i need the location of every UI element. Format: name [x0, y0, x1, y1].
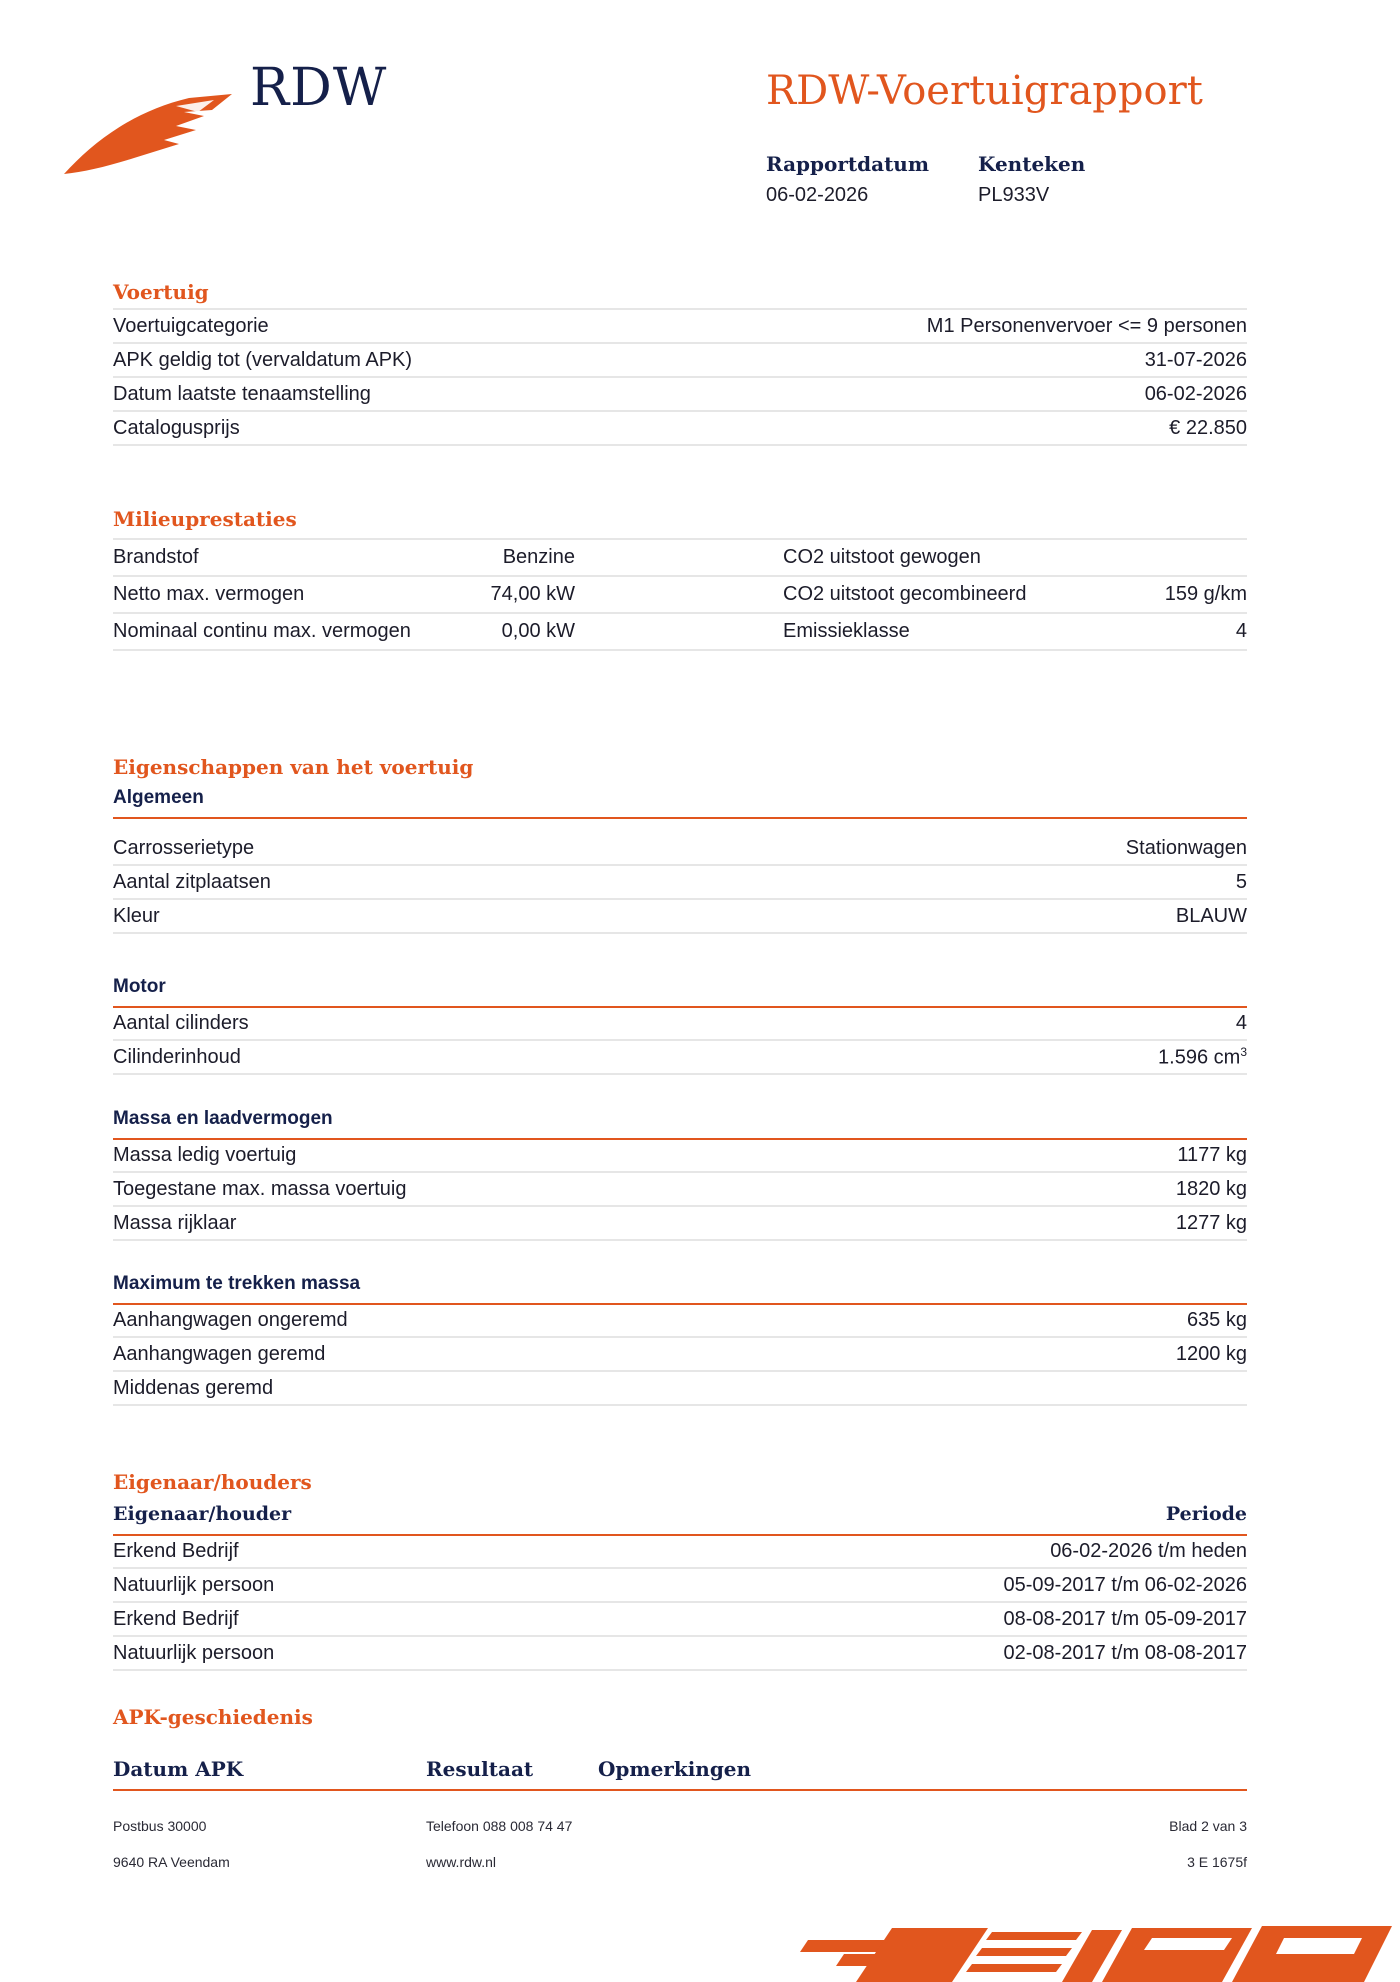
row-value: 1277 kg [1175, 1211, 1247, 1234]
row-label: Carrosserietype [113, 836, 255, 859]
column-header-period: Periode [1165, 1503, 1247, 1525]
row-label: Toegestane max. massa voertuig [113, 1177, 407, 1200]
rapportdatum-label: Rapportdatum [766, 152, 930, 176]
logo-text: RDW [250, 58, 388, 118]
table-row [113, 1569, 1247, 1603]
row-label: Massa rijklaar [113, 1211, 237, 1234]
divider [113, 1789, 1247, 1791]
row-value: 05-09-2017 t/m 06-02-2026 [1003, 1573, 1247, 1596]
row-value: 4 [1235, 620, 1247, 642]
section-eigenaren-title: Eigenaar/houders [113, 1470, 312, 1494]
row-value: 74,00 kW [490, 583, 575, 605]
kenteken-label: Kenteken [978, 152, 1086, 176]
row-value: 159 g/km [1164, 583, 1247, 605]
row-label: CO2 uitstoot gecombineerd [783, 583, 1027, 605]
table-row [113, 900, 1247, 934]
massa-table [113, 1139, 1247, 1241]
table-row [113, 378, 1247, 412]
table-row [113, 832, 1247, 866]
row-label: Erkend Bedrijf [113, 1539, 239, 1562]
row-label: Datum laatste tenaamstelling [113, 382, 371, 405]
row-value: 635 kg [1186, 1308, 1247, 1331]
row-value: 31-07-2026 [1144, 348, 1247, 371]
value-superscript: 3 [1240, 1044, 1247, 1059]
subsection-algemeen-title: Algemeen [113, 787, 204, 808]
row-value: 1820 kg [1175, 1177, 1247, 1200]
algemeen-table [113, 832, 1247, 934]
rdw-logo-icon [64, 86, 234, 178]
row-value: 1200 kg [1175, 1342, 1247, 1365]
column-header-opmerkingen: Opmerkingen [598, 1757, 752, 1781]
trekken-table [113, 1304, 1247, 1406]
row-value [1158, 1045, 1247, 1070]
table-row [113, 612, 1247, 651]
table-row [113, 412, 1247, 446]
row-label: Natuurlijk persoon [113, 1641, 275, 1664]
table-row [113, 344, 1247, 378]
footer-website-link[interactable]: www.rdw.nl [426, 1854, 497, 1870]
eigenaren-table [113, 1535, 1247, 1671]
subsection-motor-title: Motor [113, 976, 166, 997]
value-text: 1.596 cm [1158, 1046, 1241, 1069]
row-value: M1 Personenvervoer <= 9 personen [926, 314, 1247, 337]
table-row [113, 538, 1247, 575]
table-row [113, 1304, 1247, 1338]
rdw-footer-graphic-icon [792, 1910, 1400, 1982]
row-label: Emissieklasse [783, 620, 910, 642]
row-label: Natuurlijk persoon [113, 1573, 275, 1596]
footer-phone: Telefoon 088 008 74 47 [426, 1818, 573, 1834]
row-value: 08-08-2017 t/m 05-09-2017 [1003, 1607, 1247, 1630]
row-value: 06-02-2026 t/m heden [1050, 1539, 1247, 1562]
row-label: Aantal cilinders [113, 1011, 249, 1034]
table-row [113, 1372, 1247, 1406]
row-value: Stationwagen [1125, 836, 1247, 859]
table-row [113, 1007, 1247, 1041]
row-value: Benzine [502, 546, 575, 568]
row-label: Aanhangwagen geremd [113, 1342, 326, 1365]
row-value: 02-08-2017 t/m 08-08-2017 [1003, 1641, 1247, 1664]
footer-document-code: 3 E 1675f [1187, 1854, 1247, 1870]
row-value: BLAUW [1175, 904, 1247, 927]
row-label: Brandstof [113, 546, 199, 568]
table-row [113, 575, 1247, 612]
row-value: 1177 kg [1177, 1143, 1247, 1166]
row-label: Aantal zitplaatsen [113, 870, 271, 893]
rapportdatum-value: 06-02-2026 [766, 184, 869, 206]
milieu-table [113, 538, 1247, 651]
table-row [113, 1207, 1247, 1241]
table-row [113, 308, 1247, 344]
section-apk-title: APK-geschiedenis [113, 1705, 313, 1729]
row-label: Kleur [113, 904, 160, 927]
table-row [113, 1535, 1247, 1569]
row-value: 06-02-2026 [1144, 382, 1247, 405]
column-header-owner: Eigenaar/houder [113, 1503, 292, 1525]
row-label: APK geldig tot (vervaldatum APK) [113, 348, 413, 371]
column-header-resultaat: Resultaat [426, 1757, 534, 1781]
voertuig-table [113, 308, 1247, 446]
section-voertuig-title: Voertuig [113, 280, 209, 304]
row-label: Aanhangwagen ongeremd [113, 1308, 348, 1331]
section-eigenschappen-title: Eigenschappen van het voertuig [113, 755, 474, 779]
report-title: RDW-Voertuigrapport [766, 68, 1203, 114]
row-label: Catalogusprijs [113, 416, 240, 439]
row-value: 0,00 kW [501, 620, 575, 642]
subsection-massa-title: Massa en laadvermogen [113, 1108, 333, 1129]
divider [113, 817, 1247, 819]
table-row [113, 1173, 1247, 1207]
row-value: 5 [1235, 870, 1247, 893]
column-header-datum: Datum APK [113, 1757, 244, 1781]
row-label: Voertuigcategorie [113, 314, 269, 337]
row-label: Netto max. vermogen [113, 583, 305, 605]
subsection-trekken-title: Maximum te trekken massa [113, 1273, 361, 1294]
section-milieu-title: Milieuprestaties [113, 507, 297, 531]
row-label: Middenas geremd [113, 1376, 274, 1399]
table-row [113, 866, 1247, 900]
footer-city: 9640 RA Veendam [113, 1854, 230, 1870]
table-row [113, 1637, 1247, 1671]
row-label: Nominaal continu max. vermogen [113, 620, 411, 642]
row-label: Erkend Bedrijf [113, 1607, 239, 1630]
table-row [113, 1338, 1247, 1372]
row-label: Cilinderinhoud [113, 1045, 241, 1068]
row-value: € 22.850 [1169, 416, 1247, 439]
row-label: CO2 uitstoot gewogen [783, 546, 981, 568]
table-row [113, 1139, 1247, 1173]
footer-page-number: Blad 2 van 3 [1169, 1818, 1247, 1834]
row-label: Massa ledig voertuig [113, 1143, 297, 1166]
footer-postbus: Postbus 30000 [113, 1818, 207, 1834]
table-row [113, 1041, 1247, 1075]
table-row [113, 1603, 1247, 1637]
motor-table [113, 1007, 1247, 1075]
row-value: 4 [1235, 1011, 1247, 1034]
kenteken-value: PL933V [978, 184, 1050, 206]
